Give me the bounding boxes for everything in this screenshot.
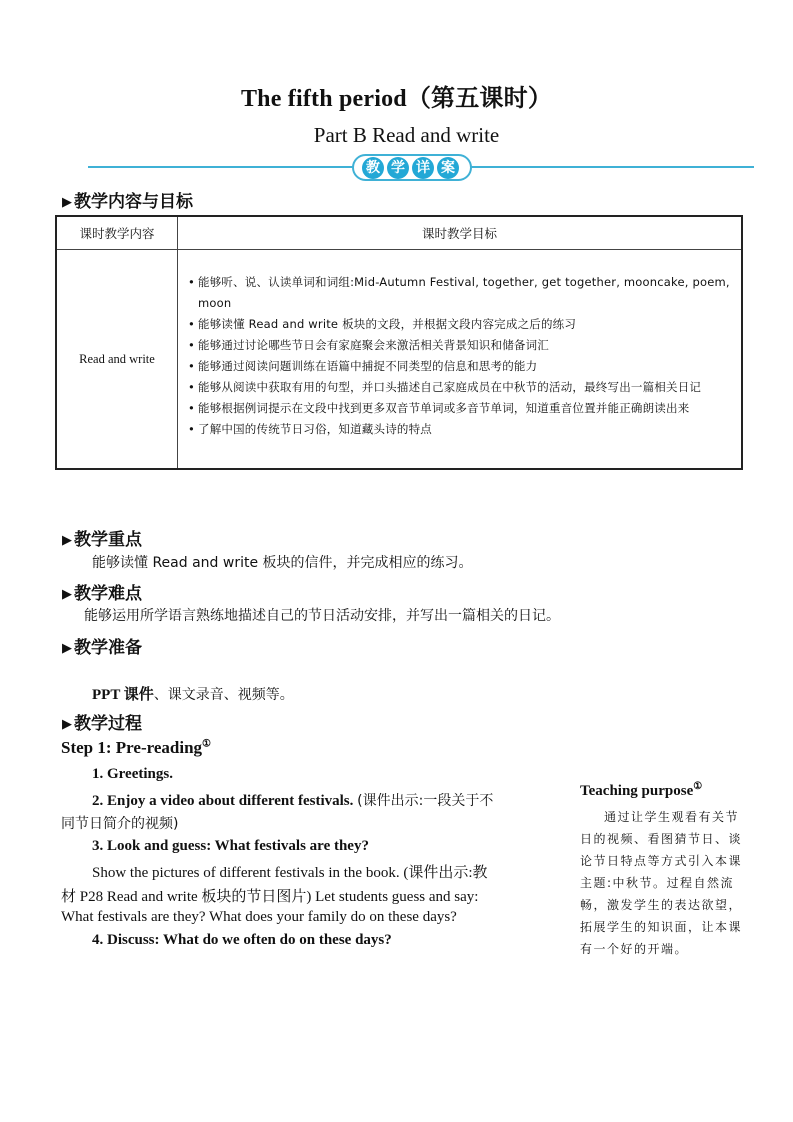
banner-char: 案 — [437, 157, 459, 179]
step1-item-video-cont: 同节日简介的视频) — [61, 816, 179, 832]
step1-item-look-guess-line2: 材 P28 Read and write 板块的节日图片) Let students guess and say: — [61, 889, 479, 905]
section-heading-content-goals: ▶ 教学内容与目标 — [62, 192, 193, 212]
triangle-icon: ▶ — [62, 587, 72, 602]
teaching-plan-banner — [352, 154, 472, 181]
goal-item: • 能够读懂 Read and write 板块的文段，并根据文段内容完成之后的练习 — [188, 314, 735, 335]
step1-item-look-guess: 3. Look and guess: What festivals are they? — [92, 838, 369, 854]
page-title: The fifth period（第五课时） — [240, 86, 553, 112]
table-header-cell: 课时教学内容 — [56, 216, 178, 250]
banner-char: 学 — [387, 157, 409, 179]
teaching-purpose-title: Teaching purpose① — [580, 781, 703, 799]
table-row — [56, 250, 742, 470]
step1-title: Step 1: Pre-reading① — [61, 738, 211, 757]
difficulties-text: 能够运用所学语言熟练地描述自己的节日活动安排，并写出一篇相关的日记。 — [84, 608, 560, 624]
goal-item: • 能够通过讨论哪些节日会有家庭聚会来激活相关背景知识和储备词汇 — [188, 335, 735, 356]
goal-item: • 能够听、说、认读单词和词组:Mid-Autumn Festival, together, get together, mooncake, poem, moon — [188, 272, 735, 314]
goal-item: • 能够根据例词提示在文段中找到更多双音节单词或多音节单词，知道重音位置并能正确朗读出来 — [188, 398, 735, 419]
table-content-cell: Read and write — [56, 250, 178, 470]
goal-item: • 能够从阅读中获取有用的句型，并口头描述自己家庭成员在中秋节的活动，最终写出一篇相关日记 — [188, 377, 735, 398]
triangle-icon: ▶ — [62, 717, 72, 732]
footnote-mark: ① — [693, 781, 703, 792]
section-heading-process: ▶ 教学过程 — [62, 714, 142, 734]
table-header-row — [56, 216, 742, 250]
goal-item: • 能够通过阅读问题训练在语篇中捕捉不同类型的信息和思考的能力 — [188, 356, 735, 377]
section-heading-key-points: ▶ 教学重点 — [62, 530, 142, 550]
page-subtitle: Part B Read and write — [313, 123, 500, 147]
step1-item-video: 2. Enjoy a video about different festivals. (课件出示:一段关于不 — [92, 793, 494, 809]
section-heading-preparation: ▶ 教学准备 — [62, 638, 142, 658]
triangle-icon: ▶ — [62, 195, 72, 210]
step1-item-look-guess-line3: What festivals are they? What does your family do on these days? — [61, 909, 457, 925]
step1-item-discuss: 4. Discuss: What do we often do on these days? — [92, 932, 392, 948]
objectives-table — [55, 215, 743, 470]
goal-item: • 了解中国的传统节日习俗，知道藏头诗的特点 — [188, 419, 735, 440]
table-header-cell: 课时教学目标 — [178, 216, 743, 250]
footnote-mark: ① — [202, 738, 211, 750]
section-heading-difficulties: ▶ 教学难点 — [62, 584, 142, 604]
key-points-text: 能够读懂 Read and write 板块的信件，并完成相应的练习。 — [92, 555, 473, 571]
teaching-purpose-text: 通过让学生观看有关节日的视频、看图猜节日、谈论节日特点等方式引入本课主题:中秋节。过程自然流畅，激发学生的表达欲望，拓展学生的知识面，让本课有一个好的开端。 — [580, 810, 743, 956]
step1-item-greetings: 1. Greetings. — [92, 766, 173, 782]
preparation-text: PPT 课件、课文录音、视频等。 — [92, 687, 294, 703]
table-goals-cell — [178, 250, 743, 470]
banner-char: 详 — [412, 157, 434, 179]
triangle-icon: ▶ — [62, 533, 72, 548]
step1-item-look-guess-line1: Show the pictures of different festivals in the book. (课件出示:教 — [92, 865, 488, 881]
banner-char: 教 — [362, 157, 384, 179]
triangle-icon: ▶ — [62, 641, 72, 656]
